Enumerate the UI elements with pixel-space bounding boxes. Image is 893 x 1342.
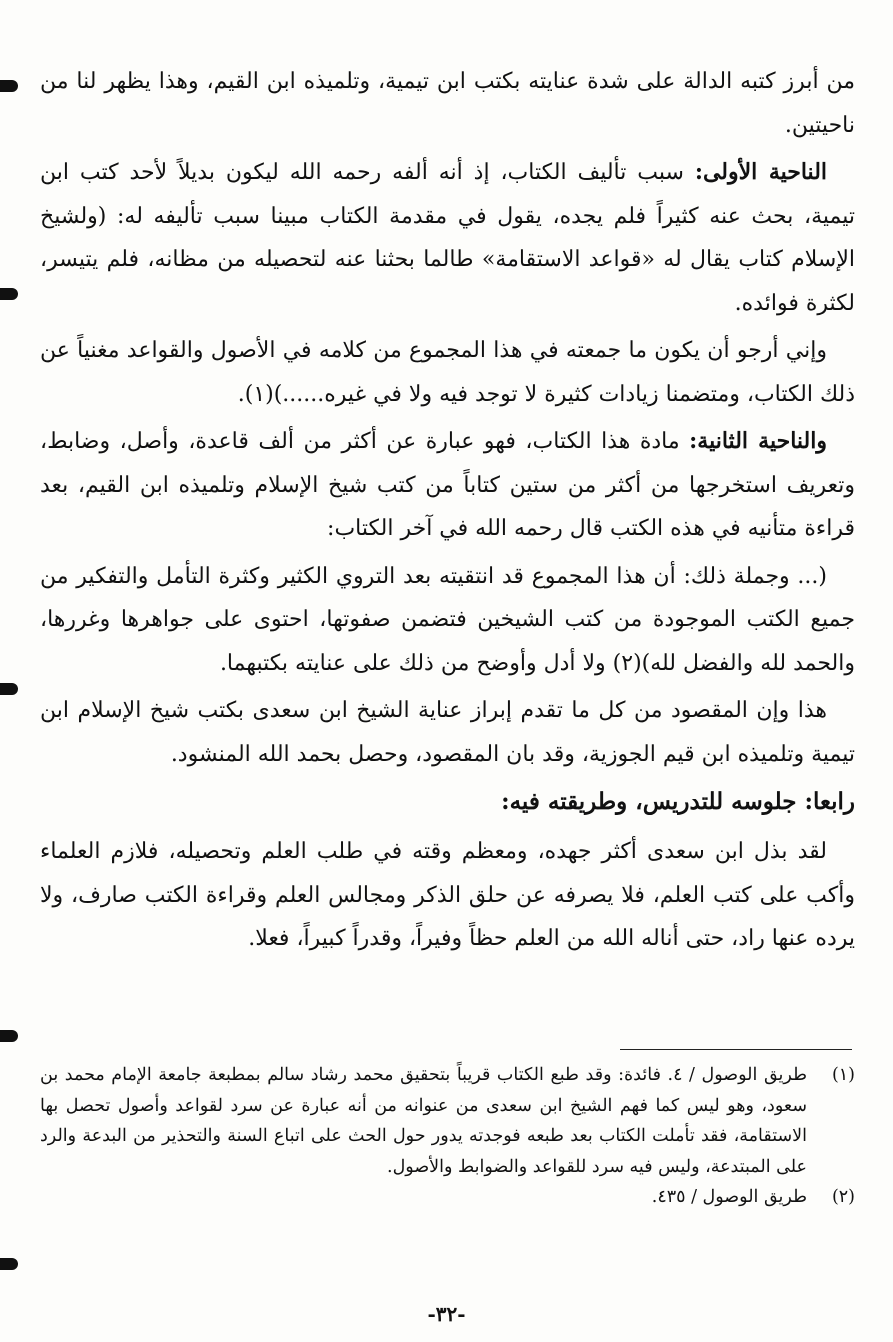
footnote-text: طريق الوصول / ٤٣٥.: [651, 1187, 807, 1207]
footnote-2: [40, 1182, 855, 1213]
scan-margin-mark: [0, 683, 18, 695]
scan-margin-mark: [0, 288, 18, 300]
paragraph-second-aspect: [40, 420, 855, 551]
footnote-1: [40, 1060, 855, 1182]
scan-margin-mark: [0, 1030, 18, 1042]
second-aspect-text: مادة هذا الكتاب، فهو عبارة عن أكثر من ألف قاعدة، وأصل، وضابط، وتعريف استخرجها من أكثر من ستين كتاباً من كتب شيخ الإسلام وتلميذه ابن القيم، بعد قراءة متأنيه في هذه الكتب قال رحمه الله في آخر الكتاب:: [40, 429, 855, 541]
second-aspect-heading: والناحية الثانية:: [689, 428, 828, 454]
first-aspect-text: سبب تأليف الكتاب، إذ أنه ألفه رحمه الله ليكون بديلاً لأحد كتب ابن تيمية، بحث عنه كثيراً فلم يجده، يقول في مقدمة الكتاب مبينا سبب تأليفه له: (ولشيخ الإسلام كتاب يقال له «قواعد الاستقامة» طالما بحثنا عنه لتحصيله من مظانه، فلم يتيسر، لكثرة فوائده.: [40, 160, 855, 316]
scan-margin-mark: [0, 80, 18, 92]
paragraph-7: لقد بذل ابن سعدى أكثر جهده، ومعظم وقته في طلب العلم وتحصيله، فلازم العلماء وأكب على كتب العلم، فلا يصرفه عن حلق الذكر ومجالس العلم وقراءة الكتب صارف، ولا يرده عنها راد، حتى أناله الله من العلم حظاً وفيراً، وقدراً كبيراً، فعلا.: [40, 839, 855, 951]
paragraph-3: وإني أرجو أن يكون ما جمعته في هذا المجموع من كلامه في الأصول والقواعد مغنياً عن ذلك الكتاب، ومتضمنا زيادات كثيرة لا توجد فيه ولا في غيره......)(١).: [40, 338, 855, 407]
paragraph-first-aspect: [40, 151, 855, 325]
paragraph-quote: (... وجملة ذلك: أن هذا المجموع قد انتقيته بعد التروي الكثير وكثرة التأمل والتفكير من جميع الكتب الموجودة من كتب الشيخين فتضمن صفوتها، احتوى على جواهرها وغررها، والحمد لله والفضل لله)(٢) ولا أدل وأوضح من ذلك على عنايته بكتبهما.: [40, 563, 855, 676]
first-aspect-heading: الناحية الأولى:: [694, 159, 828, 185]
section-heading: رابعا: جلوسه للتدريس، وطريقته فيه:: [501, 788, 855, 815]
footnotes: [40, 1060, 855, 1213]
scan-margin-mark: [0, 1258, 18, 1270]
paragraph-6: هذا وإن المقصود من كل ما تقدم إبراز عناية الشيخ ابن سعدى بكتب شيخ الإسلام ابن تيمية وتلميذه ابن قيم الجوزية، وقد بان المقصود، وحصل بحمد الله المنشود.: [40, 698, 855, 767]
paragraph-1: من أبرز كتبه الدالة على شدة عنايته بكتب ابن تيمية، وتلميذه ابن القيم، وهذا يظهر لنا من ناحيتين.: [40, 69, 855, 138]
main-text: [40, 60, 855, 965]
footnote-text: طريق الوصول / ٤. فائدة: وقد طبع الكتاب قريباً بتحقيق محمد رشاد سالم بمطبعة جامعة الإمام محمد بن سعود، وهو ليس كما فهم الشيخ ابن سعدى من عنوانه من أنه عبارة عن سرد لقواعد وأصول تحصل بها الاستقامة، فقد تأملت الكتاب بعد طبعه فوجدته يدور حول الحث على اتباع السنة والتحذير من البدعة والرد على المبتدعة، وليس فيه سرد للقواعد والضوابط والأصول.: [40, 1065, 807, 1177]
page-number: -٣٢-: [427, 1302, 466, 1326]
footnote-number: (٢): [831, 1187, 855, 1207]
footnote-divider: [620, 1049, 852, 1050]
footnote-number: (١): [831, 1065, 855, 1085]
